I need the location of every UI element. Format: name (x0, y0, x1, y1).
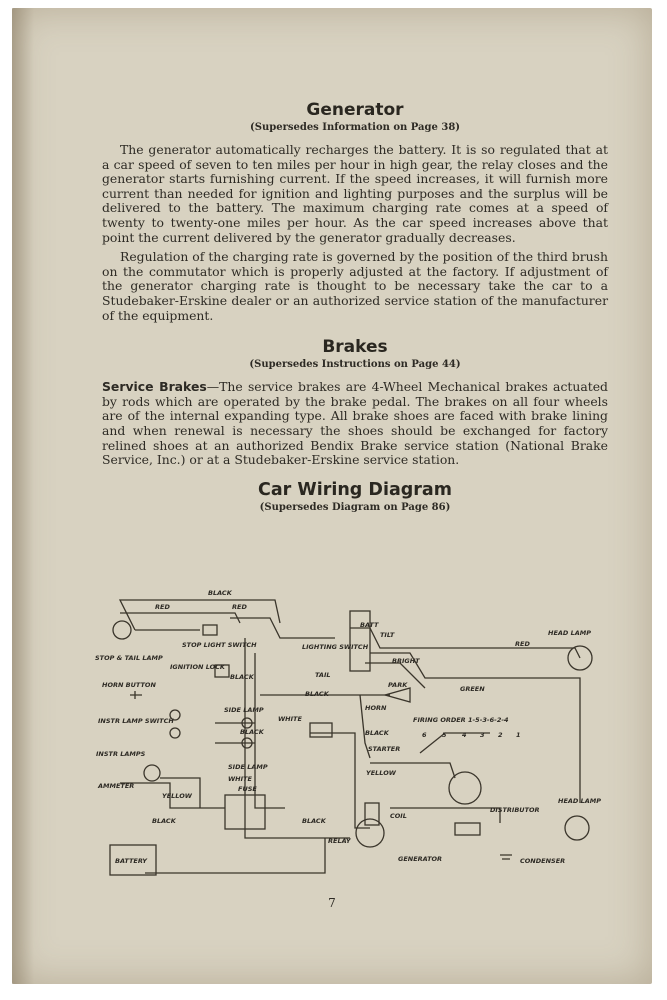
label-instr-lamp-switch: INSTR LAMP SWITCH (98, 717, 174, 725)
brakes-paragraph (102, 380, 608, 468)
label-coil: COIL (390, 812, 407, 820)
label-green: GREEN (460, 685, 485, 693)
horn-button-icon (130, 691, 142, 699)
label-horn: HORN (365, 704, 387, 712)
label-starter: STARTER (368, 745, 401, 753)
label-cyl-2: 2 (498, 731, 503, 739)
wire-red-switch (230, 618, 335, 638)
label-lighting-switch: LIGHTING SWITCH (302, 643, 369, 651)
head-lamp-2-icon (565, 816, 589, 840)
label-head-lamp-2: HEAD LAMP (558, 797, 601, 805)
label-condenser: CONDENSER (520, 857, 566, 865)
wiring-diagram-heading-block (102, 480, 608, 513)
label-cyl-5: 5 (442, 731, 447, 739)
condenser-block-icon (455, 823, 480, 835)
label-white-2: WHITE (228, 775, 252, 783)
label-cyl-4: 4 (462, 731, 467, 739)
stop-tail-lamp-icon (113, 621, 131, 639)
label-black-horn: BLACK (365, 729, 389, 737)
generator-paragraph-2: Regulation of the charging rate is governed by the position of the third brush on the commutator which is properly adjusted at the factory. If adjustment of the generator charging rate is thought to be necessary take the car to a Studebaker-Erskine dealer or an authorized service station of the manufacturer of the equipment. (102, 249, 608, 323)
label-yellow-1: YELLOW (162, 792, 192, 800)
wire-red-top (120, 613, 240, 623)
label-black-side: BLACK (240, 728, 264, 736)
label-bright: BRIGHT (392, 657, 420, 665)
label-black-ign: BLACK (230, 673, 254, 681)
ammeter-icon (144, 765, 160, 781)
label-cyl-1: 1 (516, 731, 521, 739)
generator-subtitle: (Supersedes Information on Page 38) (249, 122, 461, 133)
instr-lamp-2-icon (170, 728, 180, 738)
label-side-lamp-1: SIDE LAMP (224, 706, 264, 714)
label-side-lamp-2: SIDE LAMP (228, 763, 268, 771)
distributor-icon (449, 772, 481, 804)
brakes-lead: Service Brakes (102, 379, 207, 395)
label-batt: BATT (360, 621, 379, 629)
generator-icon (356, 819, 384, 847)
wire-park-head (370, 653, 580, 803)
label-white-1: WHITE (278, 715, 302, 723)
label-cyl-6: 6 (422, 731, 427, 739)
label-stop-light-switch: STOP LIGHT SWITCH (182, 641, 257, 649)
wire-battery (145, 838, 325, 873)
brakes-text: —The service brakes are 4-Wheel Mechanical brakes actuated by rods which are operated by the brake pedal. The brakes on all four wheels are of the internal expanding type. All brake shoes are faced with brake lining and when renewal is necessary the shoes should be exchanged for factory relined shoes at an authorized Bendix Brake service station (National Brake Service, Inc.) or at a Studebaker-Erskine service station. (102, 379, 608, 468)
label-cyl-3: 3 (480, 731, 485, 739)
label-black-top: BLACK (208, 589, 232, 597)
label-generator: GENERATOR (398, 855, 443, 863)
generator-section (102, 100, 608, 323)
manual-page (12, 8, 652, 984)
label-red-1: RED (155, 603, 170, 611)
label-instr-lamps: INSTR LAMPS (96, 750, 146, 758)
label-ammeter: AMMETER (98, 782, 135, 790)
label-ignition-lock: IGNITION LOCK (170, 663, 225, 671)
lighting-switch-icon (350, 611, 370, 671)
generator-paragraph-1: The generator automatically recharges the battery. It is so regulated that at a car speed of seven to ten miles per hour in high gear, the relay closes and the generator starts furnishing current. If the speed increases, it will furnish more current than needed for ignition and lighting purposes and the surplus will be delivered to the battery. The maximum charging rate comes at a speed of twenty to twenty-one miles per hour. As the car speed increases above that point the current delivered by the generator gradually decreases. (102, 142, 608, 245)
label-black-left: BLACK (152, 817, 176, 825)
coil-icon (365, 803, 379, 825)
label-park: PARK (388, 681, 408, 689)
wiring-diagram-heading: Car Wiring Diagram (258, 479, 452, 500)
label-red-2: RED (232, 603, 247, 611)
label-horn-button: HORN BUTTON (102, 681, 156, 689)
wiring-diagram (80, 583, 608, 883)
label-black-gen: BLACK (302, 817, 326, 825)
brakes-heading: Brakes (322, 337, 388, 358)
label-relay: RELAY (328, 837, 351, 845)
brakes-section (102, 337, 608, 468)
label-distributor: DISTRIBUTOR (490, 806, 540, 814)
condenser-icon (500, 855, 512, 859)
label-yellow-2: YELLOW (366, 769, 396, 777)
label-tilt: TILT (380, 631, 395, 639)
label-battery: BATTERY (115, 857, 147, 865)
brakes-subtitle: (Supersedes Instructions on Page 44) (249, 359, 461, 371)
label-fuse: FUSE (238, 785, 257, 793)
wiring-diagram-subtitle: (Supersedes Diagram on Page 86) (259, 501, 451, 513)
wire-black-top (120, 600, 280, 630)
stop-light-switch-icon (203, 625, 217, 635)
starter-switch-icon (310, 723, 332, 737)
label-stop-tail-lamp: STOP & TAIL LAMP (95, 654, 163, 662)
label-red-3: RED (515, 640, 530, 648)
label-tail: TAIL (315, 671, 331, 679)
label-firing-order: FIRING ORDER 1-5-3-6-2-4 (413, 716, 509, 724)
generator-heading: Generator (306, 100, 404, 120)
label-black-mid: BLACK (305, 690, 329, 698)
page-content (102, 100, 608, 523)
wire-starter (310, 733, 370, 828)
label-head-lamp-1: HEAD LAMP (548, 629, 591, 637)
page-number: 7 (328, 896, 336, 910)
